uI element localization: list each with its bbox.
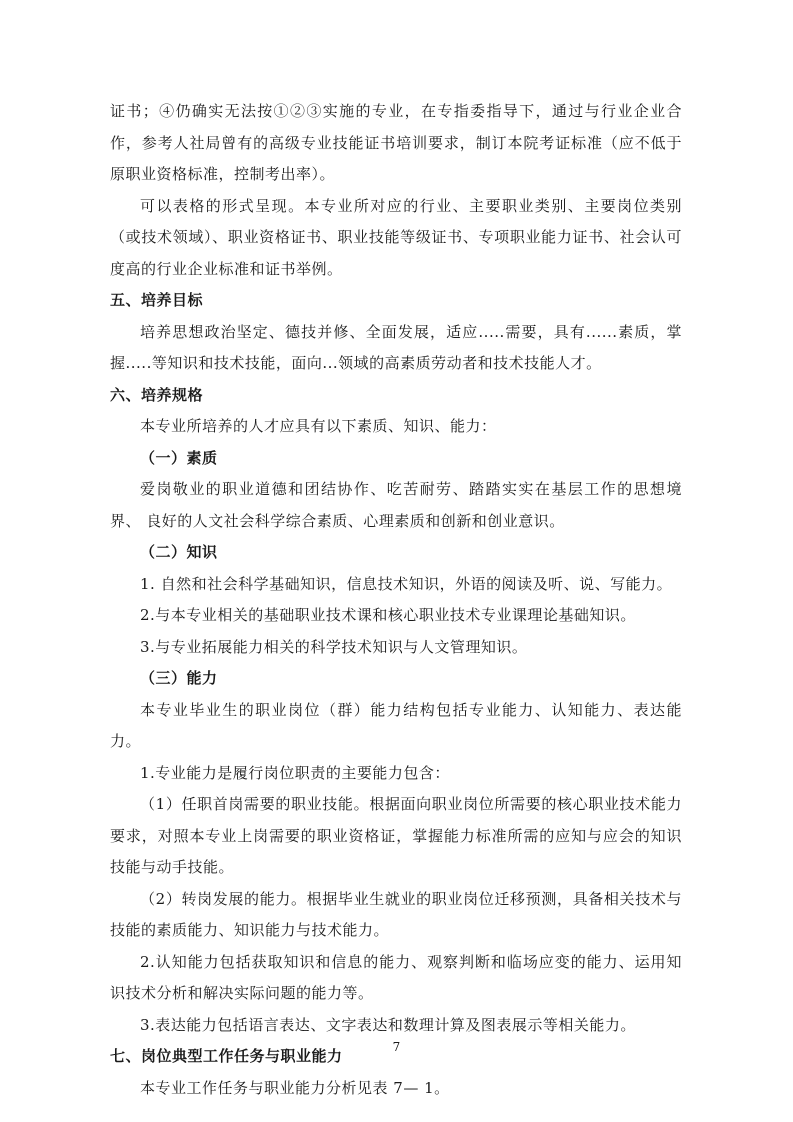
list-item-ability-1a: （1）任职首岗需要的职业技能。根据面向职业岗位所需要的核心职业技术能力要求，对照本专业上岗需要的职业资格证，掌握能力标准所需的应知与应会的知识技能与动手技能。 [110,795,682,876]
paragraph-table-format: 可以表格的形式呈现。本专业所对应的行业、主要职业类别、主要岗位类别（或技术领域）、职业资格证书、职业技能等级证书、专项职业能力证书、社会认可度高的行业企业标准和证书举例。 [110,196,682,278]
list-item-ability-1b: （2）转岗发展的能力。根据毕业生就业的职业岗位迁移预测，具备相关技术与技能的素质能力、知识能力与技术能力。 [110,889,682,939]
list-item-ability-1: 1.专业能力是履行岗位职责的主要能力包含： [140,763,450,782]
subheading-knowledge: （二）知识 [140,543,218,561]
list-item-ability-3: 3.表达能力包括语言表达、文字表达和数理计算及图表展示等相关能力。 [140,1015,636,1034]
page-number: 7 [392,1040,401,1054]
list-item-knowledge-2: 2.与本专业相关的基础职业技术课和核心职业技术专业课理论基础知识。 [140,606,636,624]
list-item-knowledge-3: 3.与专业拓展能力相关的科学技术知识与人文管理知识。 [140,637,528,656]
section-heading-training-specs: 六、培养规格 [110,385,204,404]
paragraph-job-tasks: 本专业工作任务与职业能力分析见表 7— 1。 [140,1078,450,1097]
paragraph-ability-intro: 本专业毕业生的职业岗位（群）能力结构包括专业能力、认知能力、表达能力。 [110,700,682,750]
subheading-quality: （一）素质 [140,448,218,467]
list-item-ability-2: 2.认知能力包括获取知识和信息的能力、观察判断和临场应变的能力、运用知识技术分析和解决实际问题的能力等。 [110,952,682,1002]
paragraph-quality: 爱岗敬业的职业道德和团结协作、吃苦耐劳、踏踏实实在基层工作的思想境界、 良好的人文社会科学综合素质、心理素质和创新和创业意识。 [110,480,682,530]
paragraph-certificate-continuation: 证书；④仍确实无法按①②③实施的专业，在专指委指导下，通过与行业企业合作，参考人社局曾有的高级专业技能证书培训要求，制订本院考证标准（应不低于原职业资格标准，控制考出率）。 [110,102,682,183]
subheading-ability: （三）能力 [140,669,218,687]
page-body [110,96,682,1104]
section-heading-training-goal: 五、培养目标 [110,291,204,309]
section-heading-job-tasks: 七、岗位典型工作任务与职业能力 [110,1047,343,1065]
paragraph-training-goal: 培养思想政治坚定、德技并修、全面发展，适应.....需要，具有......素质，掌握.....等知识和技术技能，面向...领域的高素质劳动者和技术技能人才。 [110,322,682,372]
paragraph-specs-intro: 本专业所培养的人才应具有以下素质、知识、能力： [140,417,497,435]
list-item-knowledge-1: 1. 自然和社会科学基础知识，信息技术知识，外语的阅读及听、说、写能力。 [140,574,673,593]
